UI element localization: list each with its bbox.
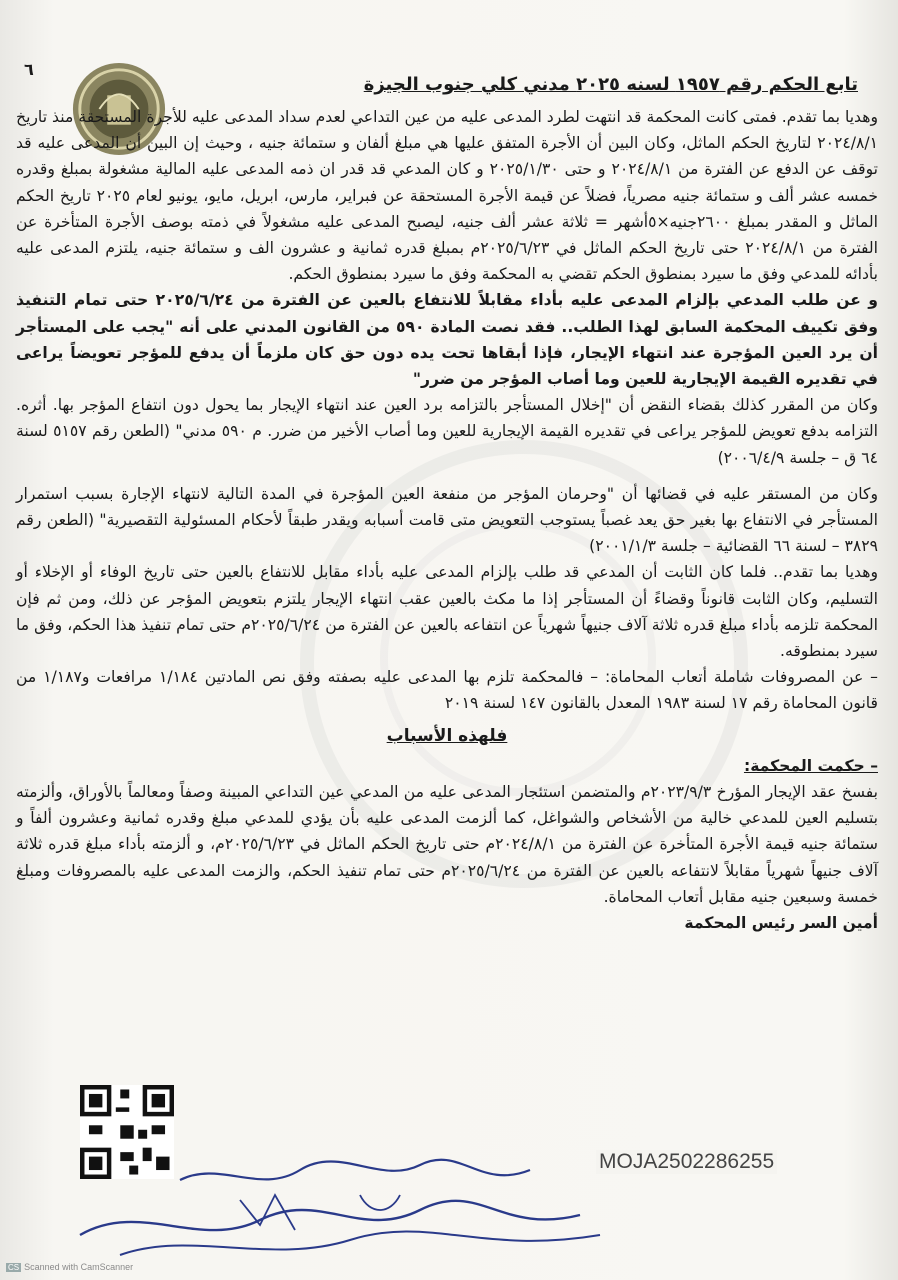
- section-title: فلهذه الأسباب: [386, 725, 508, 746]
- paragraph-rent-arrears: وهديا بما تقدم. فمتى كانت المحكمة قد انتهت لطرد المدعى عليه من عين التداعي لعدم سداد المدعى عليه للأجرة المستحقة منذ تاريخ ٢٠٢٤/٨/١ لتاريخ الحكم الماثل، وكان البين أن الأجرة المتفق عليها هي مبلغ ألفان و ستمائة جنيه ، وحيث إن البين أن المدعى عليه قد توقف عن الدفع عن الفترة من ٢٠٢٤/٨/١ و حتى ٢٠٢٥/١/٣٠ و كان المدعي قد قدر ان ذمه المدعى عليه المالية مشغولة بمبلغ وقدره خمسه عشر ألف و ستمائة جنيه مصرياً، فضلاً عن قيمة الأجرة المستحقة عن فبراير، مارس، ابريل، مايو، يونيو لعام ٢٠٢٥ تاريخ الحكم الماثل و المقدر بمبلغ ٢٦٠٠جنيه×٥أشهر = ثلاثة عشر ألف جنيه، ليصبح المدعى عليه مشغولاً في ذمته بوصف الأجرة المتأخرة عن الفترة من ٢٠٢٤/٨/١ حتى تاريخ الحكم الماثل في ٢٠٢٥/٦/٢٣م بمبلغ قدره ثمانية و عشرون الف و ستمائة جنيه، يلتزم المدعى عليه بأدائه للمدعي وفق ما سيرد بمنطوق الحكم تقضي به المحكمة وفق ما سيرد بمنطوق الحكم.: [16, 108, 879, 284]
- judgment-body: [16, 104, 878, 936]
- page-header: تابع الحكم رقم ١٩٥٧ لسنه ٢٠٢٥ مدني كلي جنوب الجيزة: [363, 74, 858, 95]
- verdict-label: – حكمت المحكمة:: [743, 756, 878, 775]
- scanner-footer-label: Scanned with CamScanner: [24, 1262, 134, 1272]
- paragraph-settled-precedent: وكان من المستقر عليه في قضائها أن "وحرمان المؤجر من منفعة العين المؤجرة في المدة التالية لانتهاء الإجارة بسبب استمرار المستأجر في الانتفاع بها بغير حق يعد غصباً يستوجب التعويض متى قامت أسبابه ويقدر طبقاً لأحكام المسئولية التقصيرية" (الطعن رقم ٣٨٢٩ – لسنة ٦٦ القضائية – جلسة ٢٠٠١/١/٣): [16, 484, 878, 556]
- page-number: ٦: [24, 60, 34, 79]
- scanner-footer: [6, 1262, 133, 1272]
- paragraph-cassation-precedent: وكان من المقرر كذلك بقضاء النقض أن "إخلال المستأجر بالتزامه برد العين عند انتهاء الإيجار بما يحول دون انتفاع المؤجر بها. أثره. التزامه بدفع تعويض للمؤجر يراعى في تقديره القيمة الإيجارية للعين وما أصاب الأخير من ضرر. م ٥٩٠ مدني" (الطعن رقم ٥١٥٧ لسنة ٦٤ ق – جلسة ٢٠٠٦/٤/٩): [16, 396, 878, 467]
- camscanner-icon: CS: [8, 1263, 20, 1272]
- case-barcode-id: MOJA2502286255: [596, 1150, 777, 1174]
- paragraph-verdict: بفسخ عقد الإيجار المؤرخ ٢٠٢٣/٩/٣م والمتضمن استئجار المدعى عليه من المدعي عين التداعي المبينة وصفاً ومعالماً بالأوراق، وألزمته بتسليم العين للمدعي خالية من الأشخاص والشواغل، كما ألزمت المدعى عليه بأن يؤدي للمدعي مبلغ وقدره ثمانية وعشرون ألفاً و ستمائة جنيه قيمة الأجرة المتأخرة عن الفترة من ٢٠٢٤/٨/١م حتى تاريخ الحكم الماثل في ٢٠٢٥/٦/٢٣م، و ألزمته بأداء مبلغ قدره ثلاثة آلاف جنيهاً شهرياً مقابلاً لانتفاعه بالعين عن الفترة من ٢٠٢٥/٦/٢٤م حتى تمام تنفيذ الحكم، والزمت المدعى عليه بالمصروفات ومبلغ خمسة وسبعين جنيه مقابل أتعاب المحاماة.: [16, 783, 879, 906]
- handwritten-signatures-icon: [60, 1140, 620, 1270]
- signature-line: أمين السر رئيس المحكمة: [684, 914, 878, 933]
- paragraph-expenses: – عن المصروفات شاملة أتعاب المحاماة: – فالمحكمة تلزم بها المدعى عليه بصفته وفق نص المادتين ١/١٨٤ مرافعات و١/١٨٧ من قانون المحاماة رقم ١٧ لسنة ١٩٨٣ المعدل بالقانون ١٤٧ لسنة ٢٠١٩: [16, 668, 878, 713]
- paragraph-usage-ruling: وهديا بما تقدم.. فلما كان الثابت أن المدعي قد طلب بإلزام المدعى عليه بأداء مقابل للانتفاع بالعين حتى تاريخ الوفاء أو الإخلاء أو التسليم، وكان الثابت قانوناً وقضاءً أن المستأجر إذا ما مكث بالعين عقب انتهاء الإيجار يلتزم بتعويض المؤجر عن ذلك، ومن ثم فإن المحكمة تلزمه بأداء مبلغ قدره ثلاثة آلاف جنيهاً شهرياً عن انتفاعه بالعين عن الفترة من ٢٠٢٥/٦/٢٤م حتى تمام تنفيذ هذا الحكم، وفق ما سيرد بمنطوقه.: [16, 563, 878, 661]
- paragraph-usage-compensation: و عن طلب المدعي بإلزام المدعى عليه بأداء مقابلاً للانتفاع بالعين عن الفترة من ٢٠٢٥/٦/٢٤ حتى تمام التنفيذ وفق تكييف المحكمة السابق لهذا الطلب.. فقد نصت المادة ٥٩٠ من القانون المدني على أنه "يجب على المستأجر أن يرد العين المؤجرة عند انتهاء الإيجار، فإذا أبقاها تحت يده دون حق كان ملزماً أن يدفع للمؤجر تعويضاً يراعى في تقديره القيمة الإيجارية للعين وما أصاب المؤجر من ضرر": [16, 291, 878, 389]
